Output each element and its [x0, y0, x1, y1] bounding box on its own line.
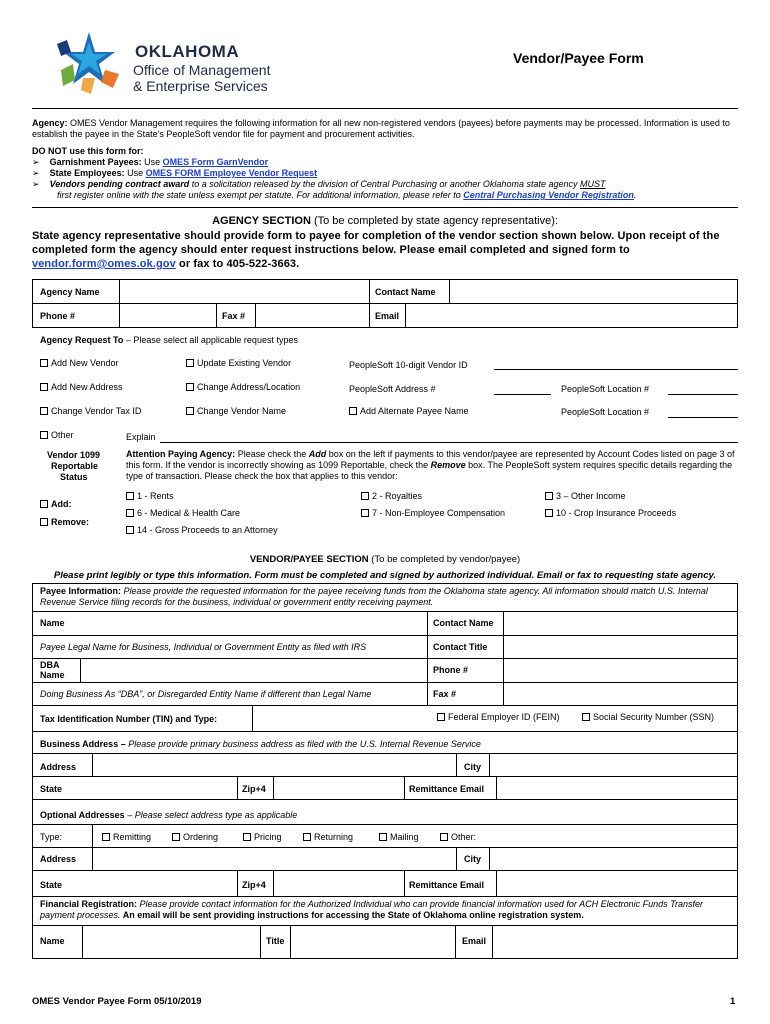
page-number: 1 [730, 996, 736, 1007]
business-address-heading: Business Address – Please provide primary business address as filed with the U.S. Internal Revenue Service [40, 739, 481, 749]
agency-phone-input[interactable] [121, 305, 215, 326]
checkbox-icon[interactable] [172, 833, 180, 841]
checkbox-icon[interactable] [349, 407, 357, 415]
remove-1099-option[interactable]: Remove: [40, 517, 89, 527]
explain-input[interactable] [160, 442, 738, 443]
central-purchasing-link[interactable]: Central Purchasing Vendor Registration [463, 190, 634, 200]
business-city-input[interactable] [491, 755, 736, 775]
business-zip-label: Zip+4 [242, 784, 266, 794]
optional-address-label: Address [40, 854, 77, 864]
ps-location-input[interactable] [668, 394, 738, 395]
agency-email-input[interactable] [407, 305, 736, 326]
business-state-input[interactable] [94, 778, 236, 798]
business-address-input[interactable] [94, 755, 454, 775]
type-returning-option[interactable]: Returning [303, 832, 353, 842]
business-zip-input[interactable] [275, 778, 403, 798]
business-city-label: City [464, 762, 482, 772]
header-divider [32, 108, 738, 109]
agency-fax-input[interactable] [257, 305, 368, 326]
agency-contact-name-label: Contact Name [375, 287, 436, 297]
optional-remit-email-label: Remittance Email [409, 880, 485, 890]
ps-vendor-id-label: PeopleSoft 10-digit Vendor ID [349, 360, 468, 370]
dba-hint: Doing Business As “DBA”, or Disregarded Entity Name if different than Legal Name [40, 689, 372, 699]
dba-label-line2: Name [40, 670, 65, 680]
garnvendor-link[interactable]: OMES Form GarnVendor [162, 157, 269, 167]
checkbox-icon[interactable] [545, 509, 553, 517]
checkbox-icon[interactable] [40, 407, 48, 415]
checkbox-icon[interactable] [40, 359, 48, 367]
agency-text: OMES Vendor Management requires the following information for all new non-registered vendors (payees) before payments may be processed. Information is used to establish the payee in the State’s PeopleSoft vendor file for payment and procurement activities. [32, 118, 730, 139]
optional-city-input[interactable] [491, 849, 736, 869]
bullet-state-employees: ➢ State Employees: Use OMES FORM Employee Vendor Request [32, 168, 318, 178]
type-mailing-option[interactable]: Mailing [379, 832, 419, 842]
agency-name-label: Agency Name [40, 287, 100, 297]
optional-addresses-heading: Optional Addresses – Please select address type as applicable [40, 810, 298, 820]
legal-name-hint: Payee Legal Name for Business, Individual or Government Entity as filed with IRS [40, 642, 367, 652]
checkbox-icon[interactable] [186, 383, 194, 391]
v1099-label-line3: Status [60, 472, 88, 482]
business-address-label: Address [40, 762, 77, 772]
optional-state-label: State [40, 880, 63, 890]
ps-location-label: PeopleSoft Location # [561, 384, 650, 394]
agency-request-heading: Agency Request To – Please select all applicable request types [40, 335, 298, 345]
employee-vendor-request-link[interactable]: OMES FORM Employee Vendor Request [145, 168, 318, 178]
change-vendor-name-option[interactable]: Change Vendor Name [186, 406, 286, 416]
change-address-option[interactable]: Change Address/Location [186, 382, 300, 392]
checkbox-icon[interactable] [361, 492, 369, 500]
code-2-royalties[interactable]: 2 - Royalties [361, 491, 422, 501]
business-remit-email-label: Remittance Email [409, 784, 485, 794]
add-1099-option[interactable]: Add: [40, 499, 72, 509]
org-name-line2: Office of Management [133, 62, 271, 78]
financial-name-label: Name [40, 936, 65, 946]
checkbox-icon[interactable] [361, 509, 369, 517]
attention-paying-agency-text: Attention Paying Agency: Please check the Add box on the left if payments to this vendor/payee are represented by Account Codes listed on page 3 of this form. If the vendor is incorrectly showing as 1099 Reportable, check the Remove box. The PeopleSoft system requires specific details regarding the type of transaction. Please check the box that applies to this vendor: [126, 449, 735, 481]
checkbox-icon[interactable] [243, 833, 251, 841]
explain-label: Explain [126, 432, 156, 442]
checkbox-icon[interactable] [186, 359, 194, 367]
financial-name-input[interactable] [84, 927, 259, 957]
bullet-garnishment: ➢ Garnishment Payees: Use OMES Form GarnVendor [32, 157, 269, 167]
type-other-input[interactable] [482, 826, 736, 846]
optional-address-input[interactable] [94, 849, 454, 869]
type-pricing-option[interactable]: Pricing [243, 832, 282, 842]
checkbox-icon[interactable] [40, 500, 48, 508]
code-1-rents[interactable]: 1 - Rents [126, 491, 174, 501]
checkbox-icon[interactable] [440, 833, 448, 841]
footer-form-id: OMES Vendor Payee Form 05/10/2019 [32, 996, 202, 1007]
checkbox-icon[interactable] [40, 431, 48, 439]
financial-title-input[interactable] [292, 927, 454, 957]
other-option[interactable]: Other [40, 430, 74, 440]
contact-title-input[interactable] [505, 637, 736, 657]
agency-section-heading: AGENCY SECTION (To be completed by state agency representative): [212, 215, 558, 227]
financial-title-label: Title [266, 936, 285, 946]
contact-title-label: Contact Title [433, 642, 488, 652]
checkbox-icon[interactable] [126, 492, 134, 500]
code-14-attorney[interactable]: 14 - Gross Proceeds to an Attorney [126, 525, 278, 535]
fein-option[interactable]: Federal Employer ID (FEIN) [437, 712, 560, 722]
v1099-label-line1: Vendor 1099 [47, 450, 101, 460]
business-remit-email-input[interactable] [498, 778, 736, 798]
bullet-pending-contract: ➢ Vendors pending contract award to a solicitation released by the division of Central Purchasing or another Oklahoma state agency MUST [32, 179, 606, 189]
intro-divider [32, 207, 738, 208]
add-alternate-payee-option[interactable]: Add Alternate Payee Name [349, 406, 469, 416]
code-3-other-income[interactable]: 3 – Other Income [545, 491, 626, 501]
checkbox-icon[interactable] [545, 492, 553, 500]
change-vendor-tax-option[interactable]: Change Vendor Tax ID [40, 406, 141, 416]
org-name-line1: OKLAHOMA [135, 42, 240, 61]
payee-phone-label: Phone # [433, 665, 469, 675]
agency-section-instructions: State agency representative should provide form to payee for completion of the vendor section shown below. Upon receipt of the completed form the agency should enter request instructions below. Please email completed and signed form to vendor.form@omes.ok.gov or fax to 405-522-3663. [32, 230, 720, 270]
agency-phone-label: Phone # [40, 311, 76, 321]
payee-contact-name-label: Contact Name [433, 618, 494, 628]
vendor-form-email-link[interactable]: vendor.form@omes.ok.gov [32, 258, 176, 270]
payee-contact-name-input[interactable] [505, 613, 736, 633]
optional-zip-label: Zip+4 [242, 880, 266, 890]
agency-fax-label: Fax # [222, 311, 246, 321]
oklahoma-star-logo-icon [55, 30, 123, 96]
payee-information-text: Payee Information: Please provide the requested information for the payee receiving funds from the Oklahoma state agency. All information should match U.S. Internal Revenue Service filing records for the business, individual or government entity receiving payment. [40, 586, 708, 607]
agency-label: Agency: [32, 118, 68, 128]
address-type-label: Type: [40, 832, 63, 842]
type-ordering-option[interactable]: Ordering [172, 832, 218, 842]
checkbox-icon[interactable] [40, 518, 48, 526]
optional-state-input[interactable] [94, 872, 236, 895]
ps-location2-label: PeopleSoft Location # [561, 407, 650, 417]
optional-zip-input[interactable] [275, 872, 403, 895]
agency-email-label: Email [375, 311, 400, 321]
optional-remit-email-input[interactable] [498, 872, 736, 895]
vendor-section-heading: VENDOR/PAYEE SECTION (To be completed by vendor/payee) [249, 554, 521, 565]
agency-name-input[interactable] [121, 281, 367, 301]
checkbox-icon[interactable] [102, 833, 110, 841]
ssn-option[interactable]: Social Security Number (SSN) [582, 712, 714, 722]
checkbox-icon[interactable] [303, 833, 311, 841]
optional-city-label: City [464, 854, 482, 864]
add-new-address-option[interactable]: Add New Address [40, 382, 123, 392]
checkbox-icon[interactable] [437, 713, 445, 721]
code-7-nonemployee[interactable]: 7 - Non-Employee Compensation [361, 508, 505, 518]
checkbox-icon[interactable] [126, 509, 134, 517]
do-not-use-heading: DO NOT use this form for: [32, 146, 144, 156]
checkbox-icon[interactable] [186, 407, 194, 415]
tin-label: Tax Identification Number (TIN) and Type: [40, 714, 218, 724]
payee-phone-input[interactable] [505, 660, 736, 680]
v1099-label-line2: Reportable [51, 461, 99, 471]
checkbox-icon[interactable] [582, 713, 590, 721]
payee-fax-label: Fax # [433, 689, 457, 699]
payee-fax-input[interactable] [505, 684, 736, 704]
ps-address-label: PeopleSoft Address # [349, 384, 436, 394]
org-name-line3: & Enterprise Services [133, 78, 268, 94]
tin-input[interactable] [254, 707, 434, 729]
code-6-medical[interactable]: 6 - Medical & Health Care [126, 508, 240, 518]
business-state-label: State [40, 784, 63, 794]
bullet-pending-contract-cont: first register online with the state unless exempt per statute. For additional information, please refer to Central Purchasing Vendor Registration. [57, 190, 637, 200]
agency-contact-name-input[interactable] [451, 281, 736, 301]
checkbox-icon[interactable] [126, 526, 134, 534]
payee-name-input[interactable] [90, 613, 425, 633]
ps-location2-input[interactable] [668, 417, 738, 418]
ps-vendor-id-input[interactable] [494, 369, 738, 370]
type-remitting-option[interactable]: Remitting [102, 832, 151, 842]
checkbox-icon[interactable] [40, 383, 48, 391]
payee-name-label: Name [40, 618, 65, 628]
update-existing-vendor-option[interactable]: Update Existing Vendor [186, 358, 291, 368]
add-new-vendor-option[interactable]: Add New Vendor [40, 358, 119, 368]
financial-email-label: Email [462, 936, 487, 946]
code-10-crop[interactable]: 10 - Crop Insurance Proceeds [545, 508, 676, 518]
ps-address-input[interactable] [494, 394, 551, 395]
vendor-section-instructions: Please print legibly or type this information. Form must be completed and signed by authorized individual. Email or fax to requesting state agency. [53, 570, 717, 581]
form-title: Vendor/Payee Form [513, 50, 644, 66]
financial-registration-text: Financial Registration: Please provide contact information for the Authorized Individual who can provide financial information used for ACH Electronic Funds Transfer payment processes. An email will be sent providing instructions for accessing the State of Oklahoma online registration system. [40, 899, 703, 920]
dba-label-line1: DBA [40, 660, 60, 670]
checkbox-icon[interactable] [379, 833, 387, 841]
type-other-option[interactable]: Other: [440, 832, 476, 842]
intro-agency-paragraph [32, 118, 738, 140]
dba-name-input[interactable] [82, 660, 425, 680]
financial-email-input[interactable] [494, 927, 736, 957]
